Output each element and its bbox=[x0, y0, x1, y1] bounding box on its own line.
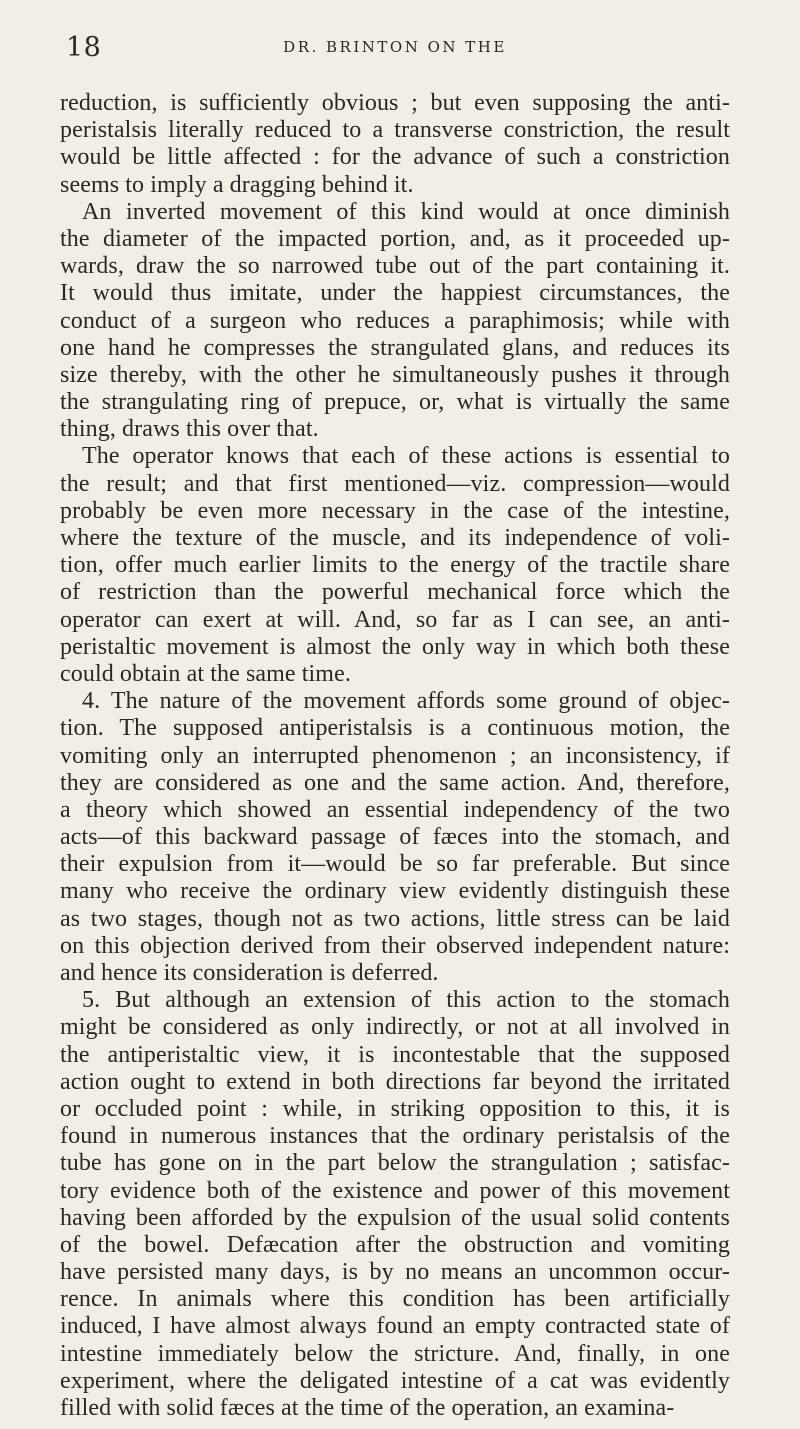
text-line: where the texture of the muscle, and its independence of voli- bbox=[60, 525, 730, 551]
text-line: found in numerous instances that the ordinary peristalsis of the bbox=[60, 1123, 730, 1150]
text-line: acts—of this backward passage of fæces into the stomach, and bbox=[60, 824, 730, 851]
text-line: having been afforded by the expulsion of the usual solid contents bbox=[60, 1204, 730, 1231]
text-line: of restriction than the powerful mechanical force which the bbox=[60, 579, 730, 606]
text-line: reduction, is sufficiently obvious ; but even supposing the anti- bbox=[60, 90, 730, 116]
text-line: operator can exert at will. And, so far as I can see, an anti- bbox=[60, 606, 730, 633]
text-line: vomiting only an interrupted phenomenon ; an inconsistency, if bbox=[60, 742, 730, 769]
text-line: a theory which showed an essential independency of the two bbox=[60, 796, 730, 823]
text-line: conduct of a surgeon who reduces a paraphimosis; while with bbox=[60, 307, 730, 334]
text-line: the antiperistaltic view, it is incontestable that the supposed bbox=[60, 1041, 730, 1068]
text-line: induced, I have almost always found an empty contracted state of bbox=[60, 1313, 730, 1340]
text-line: and hence its consideration is deferred. bbox=[60, 960, 439, 986]
body-text bbox=[60, 90, 730, 1422]
text-line: could obtain at the same time. bbox=[60, 660, 351, 687]
text-line: or occluded point : while, in striking opposition to this, it is bbox=[60, 1095, 730, 1122]
text-line: many who receive the ordinary view evidently distinguish these bbox=[60, 878, 730, 905]
text-line: filled with solid fæces at the time of the operation, an examina- bbox=[60, 1395, 675, 1421]
text-line: An inverted movement of this kind would at once diminish bbox=[82, 198, 730, 225]
text-line: seems to imply a dragging behind it. bbox=[60, 171, 414, 198]
text-line: 5. But although an extension of this action to the stomach bbox=[82, 987, 730, 1014]
text-line: tion, offer much earlier limits to the energy of the tractile share bbox=[60, 552, 730, 579]
text-line: size thereby, with the other he simultaneously pushes it through bbox=[60, 361, 730, 388]
text-line: tube has gone on in the part below the strangulation ; satisfac- bbox=[60, 1150, 730, 1177]
text-line: intestine immediately below the stricture. And, finally, in one bbox=[60, 1340, 730, 1367]
text-line: The operator knows that each of these actions is essential to bbox=[82, 443, 730, 470]
text-line: have persisted many days, is by no means an uncommon occur- bbox=[60, 1259, 730, 1286]
text-line: peristaltic movement is almost the only way in which both these bbox=[60, 633, 730, 660]
page-header bbox=[60, 32, 730, 76]
text-line: as two stages, though not as two actions, little stress can be laid bbox=[60, 905, 730, 932]
text-line: thing, draws this over that. bbox=[60, 416, 319, 443]
text-line: It would thus imitate, under the happiest circumstances, the bbox=[60, 280, 730, 307]
text-line: one hand he compresses the strangulated glans, and reduces its bbox=[60, 334, 730, 361]
text-line: the diameter of the impacted portion, and, as it proceeded up- bbox=[60, 225, 730, 252]
text-line: action ought to extend in both directions far beyond the irritated bbox=[60, 1068, 730, 1095]
text-line: would be little affected : for the advance of such a constriction bbox=[60, 144, 730, 171]
page-number: 18 bbox=[66, 32, 102, 63]
paragraph bbox=[60, 688, 730, 987]
text-line: the result; and that first mentioned—viz. compression—would bbox=[60, 470, 730, 497]
text-line: on this objection derived from their observed independent nature: bbox=[60, 932, 730, 959]
text-line: might be considered as only indirectly, or not at all involved in bbox=[60, 1014, 730, 1041]
paragraph bbox=[60, 90, 730, 199]
text-line: tion. The supposed antiperistalsis is a continuous motion, the bbox=[60, 715, 730, 742]
text-line: rence. In animals where this condition has been artificially bbox=[60, 1286, 730, 1313]
paragraph bbox=[60, 199, 730, 444]
text-line: of the bowel. Defæcation after the obstruction and vomiting bbox=[60, 1231, 730, 1258]
text-line: the strangulating ring of prepuce, or, what is virtually the same bbox=[60, 389, 730, 416]
text-line: they are considered as one and the same action. And, therefore, bbox=[60, 769, 730, 796]
running-head: DR. BRINTON ON THE bbox=[283, 38, 507, 56]
text-line: experiment, where the deligated intestine of a cat was evidently bbox=[60, 1367, 730, 1394]
text-line: wards, draw the so narrowed tube out of the part containing it. bbox=[60, 253, 730, 280]
paragraph bbox=[60, 443, 730, 688]
text-line: peristalsis literally reduced to a transverse constriction, the result bbox=[60, 117, 730, 144]
paragraph bbox=[60, 987, 730, 1422]
text-line: tory evidence both of the existence and power of this movement bbox=[60, 1177, 730, 1204]
text-line: their expulsion from it—would be so far preferable. But since bbox=[60, 851, 730, 878]
text-line: 4. The nature of the movement affords some ground of objec- bbox=[82, 688, 730, 715]
text-line: probably be even more necessary in the case of the intestine, bbox=[60, 497, 730, 524]
